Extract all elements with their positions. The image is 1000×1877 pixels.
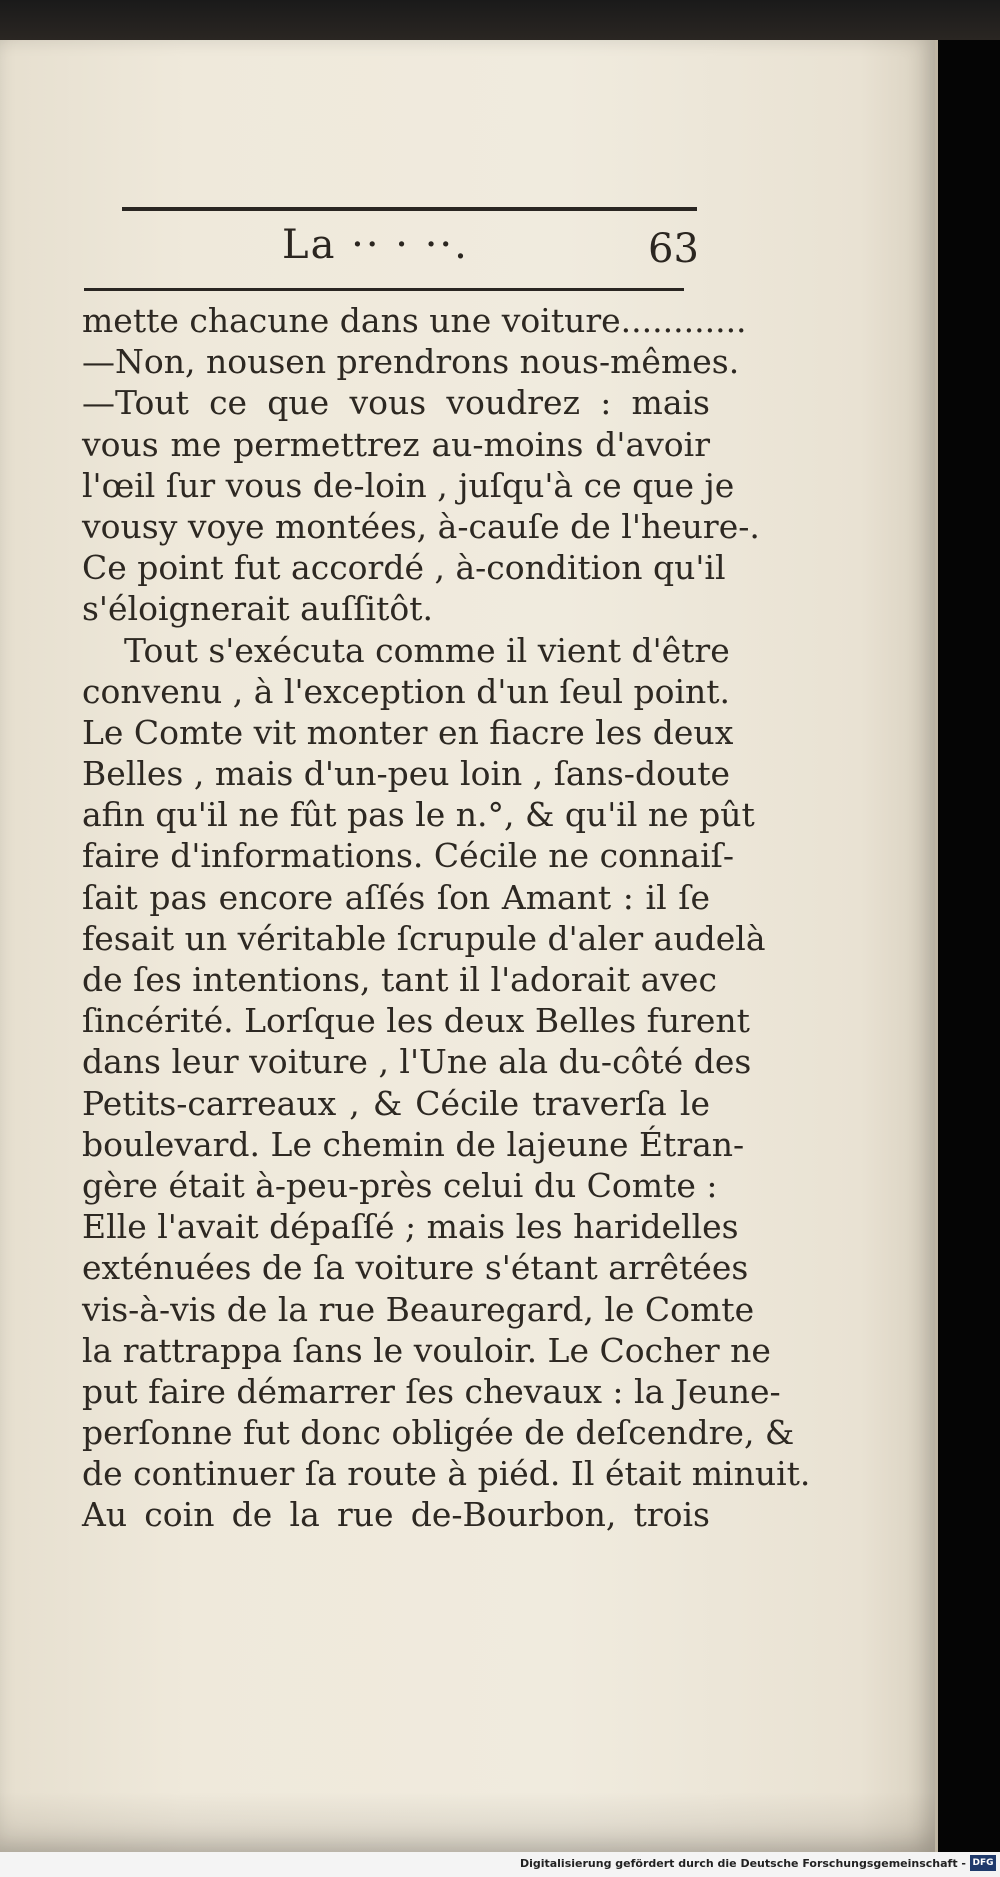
text-line: gère était à-peu-près celui du Comte :	[82, 1165, 718, 1205]
text-line: fesait un véritable ſcrupule d'aler audelà	[82, 918, 766, 958]
text-line: vous me permettrez au-moins d'avoir	[82, 424, 710, 464]
text-line: boulevard. Le chemin de lajeune Étran-	[82, 1124, 745, 1164]
text-line: afin qu'il ne fût pas le n.°, & qu'il ne pût	[82, 795, 755, 835]
text-line: dans leur voiture , l'Une ala du-côté des	[82, 1042, 752, 1082]
text-line: l'œil ſur vous de-loin , juſqu'à ce que je	[82, 465, 735, 505]
text-line: exténuées de ſa voiture s'étant arrêtées	[82, 1248, 749, 1288]
header-rule-bottom	[84, 288, 684, 291]
text-line: Belles , mais d'un-peu loin , ſans-doute	[82, 754, 730, 794]
text-line: Au coin de la rue de-Bourbon, trois	[82, 1495, 710, 1535]
body-text	[82, 300, 811, 1536]
text-line: mette chacune dans une voiture............	[82, 301, 747, 340]
text-line: Tout s'exécuta comme il vient d'être	[124, 630, 730, 670]
text-line: put faire démarrer ſes chevaux : la Jeune-	[82, 1371, 781, 1411]
digitization-credit: Digitalisierung gefördert durch die Deutsche Forschungsgemeinschaft -	[519, 1857, 966, 1870]
text-line: convenu , à l'exception d'un ſeul point.	[82, 671, 731, 711]
dfg-logo-icon: DFG	[970, 1855, 996, 1871]
text-line: perſonne fut donc obligée de deſcendre, &	[82, 1413, 795, 1453]
text-line: Ce point fut accordé , à-condition qu'il	[82, 548, 726, 588]
text-line: —Non, nousen prendrons nous-mêmes.	[82, 342, 740, 382]
text-line: Petits-carreaux , & Cécile traverſa le	[82, 1083, 710, 1123]
text-line: ſincérité. Lorſque les deux Belles furent	[82, 1001, 750, 1041]
text-line: s'éloignerait auſſitôt.	[82, 589, 433, 629]
text-line: la rattrappa ſans le vouloir. Le Cocher ne	[82, 1330, 771, 1370]
text-line: ſait pas encore aſſés ſon Amant : il ſe	[82, 877, 710, 917]
text-line: —Tout ce que vous voudrez : mais	[82, 383, 710, 423]
header-rule-top	[122, 207, 697, 211]
text-line: Le Comte vit monter en fiacre les deux	[82, 712, 734, 752]
text-line: de ſes intentions, tant il l'adorait avec	[82, 960, 717, 999]
scan-dark-margin	[938, 40, 1000, 1852]
text-line: vis-à-vis de la rue Beauregard, le Comte	[82, 1289, 755, 1329]
text-line: Elle l'avait dépaſſé ; mais les haridelles	[82, 1207, 739, 1247]
scan-top-edge	[0, 0, 1000, 40]
running-title: La ·· · ··.	[282, 222, 469, 268]
text-line: vousy voye montées, à-cauſe de l'heure-.	[82, 506, 760, 546]
text-line: faire d'informations. Cécile ne connaiſ-	[82, 836, 735, 876]
text-line: de continuer ſa route à piéd. Il était minuit.	[82, 1454, 811, 1494]
page-number: 63	[648, 226, 699, 272]
